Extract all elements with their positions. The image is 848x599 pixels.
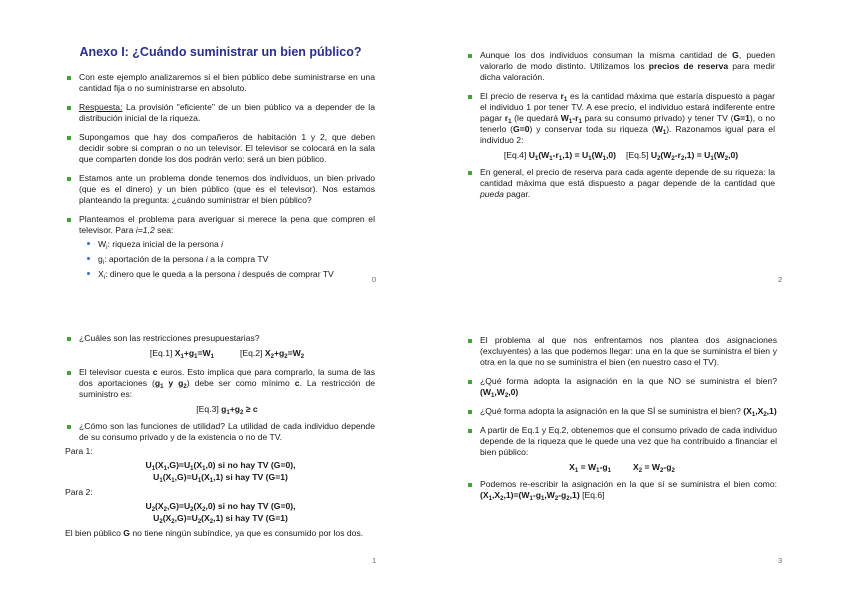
- slide-3: [467, 335, 777, 509]
- bullet-item: ¿Cómo son las funciones de utilidad? La utilidad de cada individuo depende de su consumo privado y de la existencia o no de TV.: [66, 421, 375, 443]
- equation-row: [467, 462, 777, 473]
- bullet-item: ¿Qué forma adopta la asignación en la que SÍ se suministra el bien? $(X_1,X_2,1)$: [467, 406, 777, 417]
- equation-x2: $X_2 = W_2-g_2$: [633, 462, 675, 474]
- bullet-item: El problema al que nos enfrentamos nos plantea dos asignaciones (excluyentes) a las que podemos llegar: una en la que se suministra el bien y otra en la que no se suministra el bien (en nuestro caso el TV).: [467, 335, 777, 368]
- bullet-list: [66, 72, 375, 280]
- bullet-item: Supongamos que hay dos compañeros de habitación 1 y 2, que deben decidir sobre si compran o no un televisor. El televisor se colocará en la sala que comparten donde los dos podrán verlo: será un bien público.: [66, 132, 375, 165]
- equation-x1: $X_1 = W_1-g_1$: [569, 462, 611, 474]
- equation-1: [Eq.1] $X_1+g_1=W_1$: [149, 348, 214, 360]
- bullet-list: [66, 333, 375, 443]
- slide-title: Anexo I: ¿Cuándo suministrar un bien público?: [79, 45, 362, 59]
- equation-3: [Eq.3] $g_1+g_2 \ge c$: [196, 404, 258, 416]
- bullet-list: [467, 335, 777, 501]
- bullet-item: Aunque los dos individuos consuman la misma cantidad de G, pueden valorarlo de modo distinto. Utilizamos los precios de reserva para medir dicha valoración.: [467, 50, 775, 83]
- equation-4: [Eq.4] $U_1(W_1-r_1,1) = U_1(W_1,0)$: [503, 150, 616, 162]
- equation-row: [79, 348, 375, 359]
- bullet-item: A partir de Eq.1 y Eq.2, obtenemos que el consumo privado de cada individuo depende de la riqueza que le quede una vez que ha contribuido a financiar el bien público: $X_1 = W_1-g_1$ $X_2 = W_2-g_2$: [467, 425, 777, 473]
- bullet-item: Estamos ante un problema donde tenemos dos individuos, un bien privado (que es el dinero) y un bien público (que es el televisor). Nos estamos planteando la pregunta: ¿cuándo suministrar el bien público?: [66, 173, 375, 206]
- page-number: 2: [778, 275, 783, 284]
- para-2-label: Para 2:: [65, 487, 93, 497]
- slide-2: [467, 50, 775, 208]
- slide-0: [66, 44, 375, 284]
- bullet-item: ¿Cuáles son las restricciones presupuestarias? [Eq.1] $X_1+g_1=W_1$ [Eq.2] $X_2+g_2=W_2$: [66, 333, 375, 359]
- sub-bullet-item: $g_i$: aportación de la persona i a la compra TV: [79, 254, 375, 265]
- equation-5: [Eq.5] $U_2(W_2-r_2,1) = U_1(W_2,0)$: [626, 150, 739, 162]
- utility-1-tv: $U_1(X_1,G)=U_1(X_1,1)$ si hay TV (G=1): [153, 472, 288, 484]
- bullet-item: Con este ejemplo analizaremos si el bien público debe suministrarse en una cantidad fija o no suministrarse en absoluto.: [66, 72, 375, 94]
- sub-bullet-list: [79, 239, 375, 280]
- bullet-list: [467, 50, 775, 200]
- page-number: 1: [372, 556, 377, 565]
- utility-1-no-tv: $U_1(X_1,G)=U_1(X_1,0)$ si no hay TV (G=0),: [145, 460, 296, 472]
- bullet-item: Planteamos el problema para averiguar si merece la pena que compren el televisor. Para i=1,2 sea: $W_i$: riqueza inicial de la persona i $g_i$: aportación de la persona i a la compra TV $X_i$: dinero que le queda a la persona i después de comprar TV: [66, 214, 375, 280]
- sub-bullet-item: $X_i$: dinero que le queda a la persona i después de comprar TV: [79, 269, 375, 280]
- public-good-note: El bien público G no tiene ningún subíndice, ya que es consumido por los dos.: [65, 528, 364, 538]
- slide-1: [66, 333, 375, 541]
- sub-bullet-item: $W_i$: riqueza inicial de la persona i: [79, 239, 375, 250]
- equation-row: [467, 150, 775, 161]
- para-1-label: Para 1:: [65, 446, 93, 456]
- page-number: 3: [778, 556, 783, 565]
- bullet-item: Respuesta: La provisión "eficiente" de un bien público va a depender de la distribución inicial de la riqueza.: [66, 102, 375, 124]
- bullet-item: En general, el precio de reserva para cada agente depende de su riqueza: la cantidad máxima que está dispuesto a pagar depende de la cantidad que pueda pagar.: [467, 167, 775, 200]
- bullet-item: El televisor cuesta c euros. Esto implica que para comprarlo, la suma de las dos aportaciones ($g_1$ y $g_2$) debe ser como mínimo c. La restricción de suministro es: [Eq.3] $g_1+g_2 \ge c$: [66, 367, 375, 415]
- equation-2: [Eq.2] $X_2+g_2=W_2$: [240, 348, 305, 360]
- bullet-item: Podemos re-escribir la asignación en la que sí se suministra el bien como: $(X_1,X_2,1)=(W_1-g_1,W_2-g_2,1)$ [Eq.6]: [467, 479, 777, 501]
- page-number: 0: [372, 275, 377, 284]
- utility-2-tv: $U_2(X_2,G)=U_2(X_2,1)$ si hay TV (G=1): [153, 513, 288, 525]
- utility-2-no-tv: $U_2(X_2,G)=U_2(X_2,0)$ si no hay TV (G=0),: [145, 501, 296, 513]
- bullet-item: ¿Qué forma adopta la asignación en la que NO se suministra el bien? $(W_1,W_2,0)$: [467, 376, 777, 398]
- bullet-item: El precio de reserva $r_1$ es la cantidad máxima que estaría dispuesto a pagar el individuo 1 por tener TV. A ese precio, el individuo estará indiferente entre pagar $r_1$ (le quedará $W_1-r_1$ para su consumo privado) y tener TV (G=1), o no tenerlo (G=0) y conservar toda su riqueza $(W_1)$. Razonamos igual para el individuo 2: [Eq.4] $U_1(W_1-r_1,1) = U_1(W_1,0)$ [Eq.5] $U_2(W_2-r_2,1) = U_1(W_2,0)$: [467, 91, 775, 161]
